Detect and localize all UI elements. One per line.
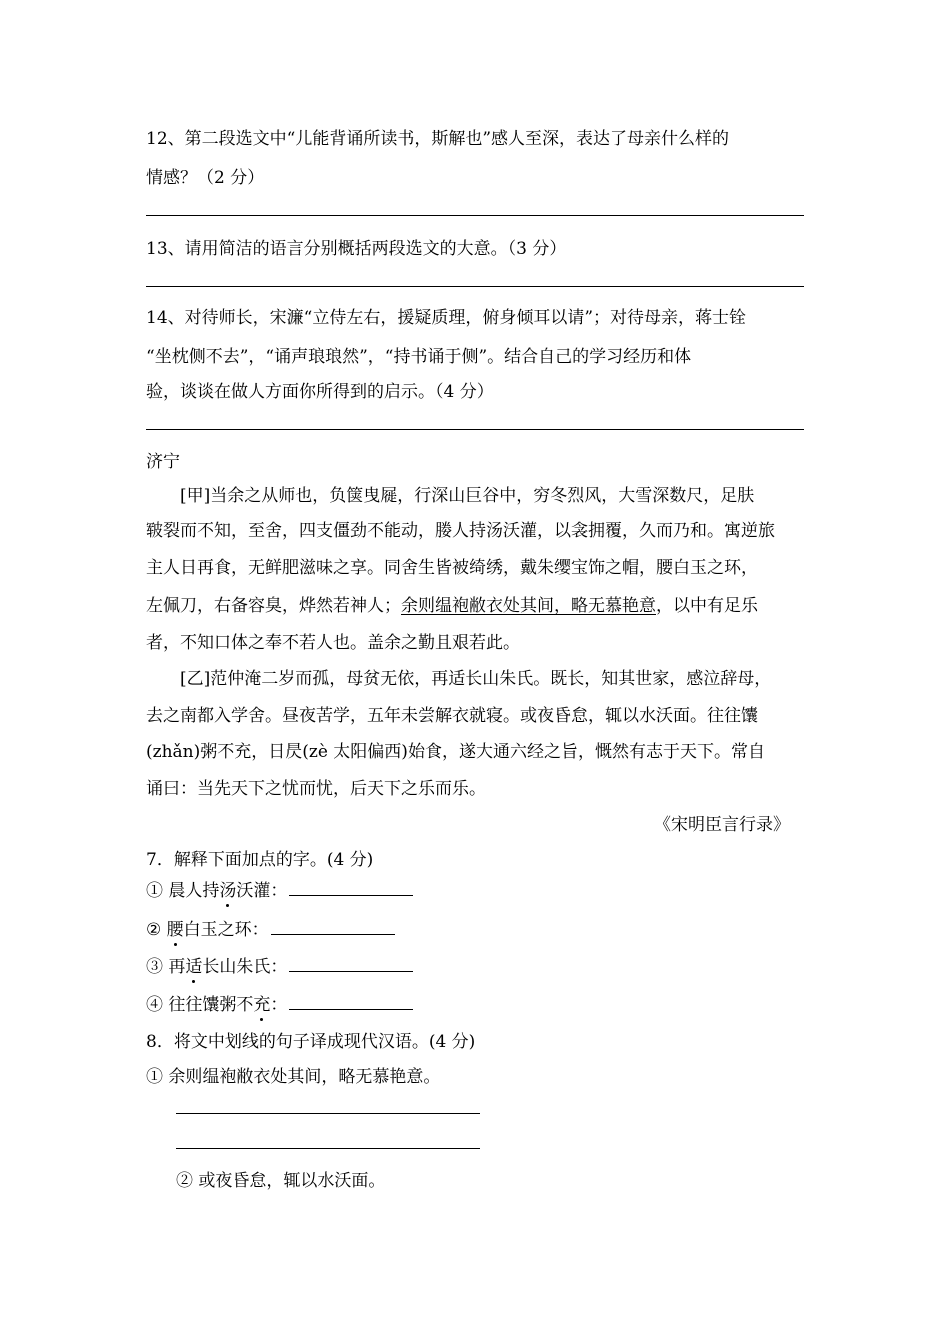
q7-item-3-post: 长山朱氏： (202, 957, 288, 977)
q7-title: 7．解释下面加点的字。(4 分) (146, 850, 374, 870)
q7-item-2-post: 白玉之环： (183, 920, 269, 940)
underlined-sentence: 余则缊袍敝衣处其间，略无慕艳意 (401, 596, 656, 616)
q8-title: 8．将文中划线的句子译成现代汉语。(4 分) (146, 1032, 476, 1052)
q7-item-4-blank[interactable] (289, 995, 413, 1010)
q7-item-1-pre: 晨人持 (168, 881, 220, 901)
passage-a-line4-pre: 左佩刀，右备容臭，烨然若神人； (146, 596, 401, 616)
q7-item-4-dotted-char: 充 (253, 990, 270, 1015)
q12-answer-line[interactable] (146, 215, 804, 216)
passage-a-line2: 皲裂而不知，至舍，四支僵劲不能动，媵人持汤沃灌，以衾拥覆，久而乃和。寓逆旅 (146, 521, 775, 541)
q14-line1: 14、对待师长，宋濂“立侍左右，援疑质理，俯身倾耳以请”；对待母亲，蒋士铨 (146, 308, 747, 328)
source-citation: 《宋明臣言行录》 (654, 815, 790, 835)
passage-b-line3: (zhǎn)粥不充，日昃(zè 太阳偏西)始食，遂大通六经之旨，慨然有志于天下。常自 (146, 742, 765, 762)
q13-answer-line[interactable] (146, 286, 804, 287)
q8-item-1: ① 余则缊袍敝衣处其间，略无慕艳意。 (146, 1067, 441, 1087)
q7-item-1-num: ① (146, 881, 163, 901)
passage-b-line1: [乙]范仲淹二岁而孤，母贫无依，再适长山朱氏。既长，知其世家，感泣辞母， (180, 669, 772, 689)
q7-item-2 (146, 915, 395, 940)
q7-item-4-num: ④ (146, 995, 163, 1015)
passage-b-line2: 去之南都入学舍。昼夜苦学，五年未尝解衣就寝。或夜昏怠，辄以水沃面。往往馕 (146, 706, 758, 726)
passage-b-line4: 诵曰：当先天下之忧而忧，后天下之乐而乐。 (146, 779, 486, 799)
q8-answer-line-2[interactable] (176, 1148, 480, 1149)
q7-item-3-num: ③ (146, 957, 163, 977)
q14-line2: “坐枕侧不去”，“诵声琅琅然”，“持书诵于侧”。结合自己的学习经历和体 (146, 347, 692, 367)
q7-item-4 (146, 990, 413, 1015)
q8-item-2: ② 或夜昏怠，辄以水沃面。 (176, 1171, 386, 1191)
q7-item-1-blank[interactable] (289, 881, 413, 896)
q7-item-1-post: 沃灌： (236, 881, 288, 901)
q8-answer-line-1[interactable] (176, 1113, 480, 1114)
passage-a-line3: 主人日再食，无鲜肥滋味之享。同舍生皆被绮绣，戴朱缨宝饰之帽，腰白玉之环， (146, 558, 758, 578)
q7-item-2-num: ② (146, 920, 162, 940)
q12-line2: 情感？（2 分） (146, 168, 265, 188)
q7-item-4-pre: 往往馕粥不 (168, 995, 254, 1015)
q7-item-3 (146, 952, 413, 977)
q7-item-1 (146, 876, 413, 901)
q13-line1: 13、请用简洁的语言分别概括两段选文的大意。（3 分） (146, 239, 567, 259)
passage-a-line4 (146, 591, 758, 616)
q14-answer-line[interactable] (146, 429, 804, 430)
region-label: 济宁 (146, 452, 180, 472)
q7-item-3-dotted-char: 适 (185, 952, 202, 977)
q7-item-3-pre: 再 (168, 957, 186, 977)
q7-item-1-dotted-char: 汤 (219, 876, 236, 901)
q12-line1: 12、第二段选文中“儿能背诵所读书，斯解也”感人至深，表达了母亲什么样的 (146, 129, 730, 149)
passage-a-line4-post: ，以中有足乐 (656, 596, 758, 616)
passage-a-line5: 者，不知口体之奉不若人也。盖余之勤且艰若此。 (146, 633, 520, 653)
q7-item-2-blank[interactable] (271, 920, 395, 935)
q14-line3: 验，谈谈在做人方面你所得到的启示。（4 分） (146, 382, 494, 402)
q7-item-3-blank[interactable] (289, 957, 413, 972)
q7-item-4-post: ： (270, 995, 288, 1015)
passage-a-line1: [甲]当余之从师也，负箧曳屣，行深山巨谷中，穷冬烈风，大雪深数尺，足肤 (180, 486, 755, 506)
q7-item-2-dotted-char: 腰 (167, 915, 184, 940)
